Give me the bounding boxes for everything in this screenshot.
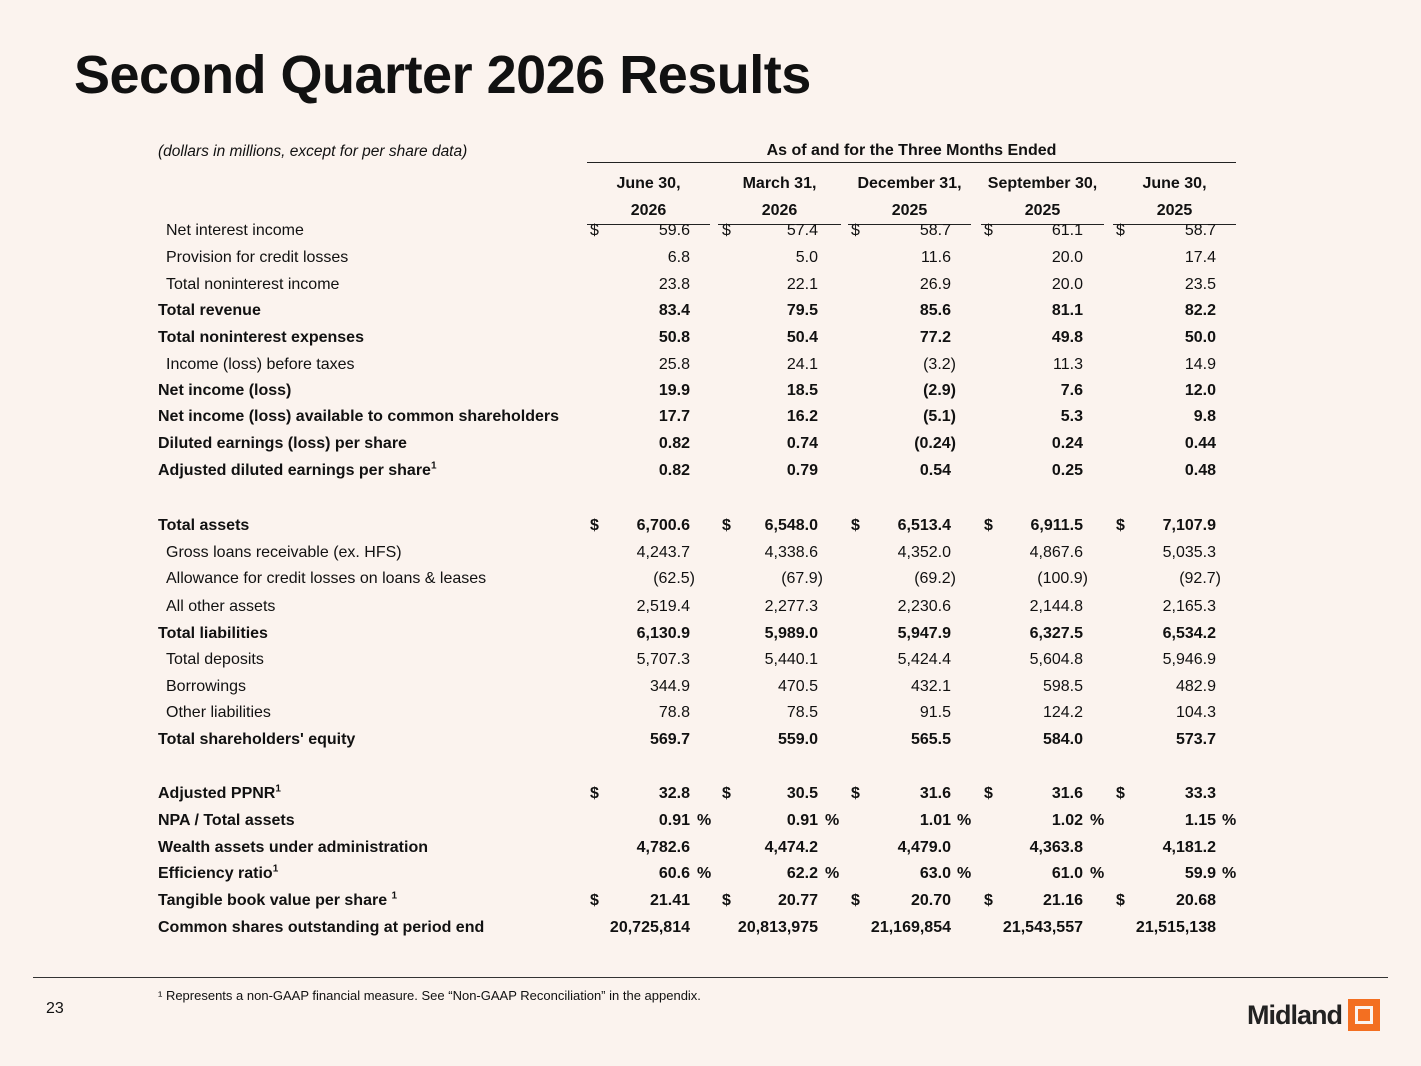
cell-value: (100.9) — [1037, 570, 1088, 587]
cell-value: 0.24 — [1051, 435, 1083, 452]
dollar-sign: $ — [984, 785, 993, 802]
cell-value: 83.4 — [658, 302, 690, 319]
cell-value: 62.2 — [786, 865, 818, 882]
row-label: Net income (loss) available to common shareholders — [158, 408, 559, 425]
cell-value: 26.9 — [919, 276, 951, 293]
cell-value: 5,035.3 — [1162, 544, 1216, 561]
row-label: Income (loss) before taxes — [166, 356, 355, 373]
cell-value: 6,548.0 — [764, 517, 818, 534]
column-header-5 — [1113, 170, 1236, 225]
table-row — [0, 298, 1421, 324]
cell-value: 5,604.8 — [1029, 651, 1083, 668]
percent-sign: % — [957, 865, 972, 882]
cell-value: 6,534.2 — [1162, 625, 1216, 642]
cell-value: 24.1 — [786, 356, 818, 373]
cell-value: 4,181.2 — [1162, 839, 1216, 856]
row-label: Adjusted diluted earnings per share$^1$ — [158, 460, 437, 479]
cell-value: 124.2 — [1042, 704, 1083, 721]
table-row — [0, 647, 1421, 673]
cell-value: 4,479.0 — [897, 839, 951, 856]
table-row — [0, 245, 1421, 271]
cell-value: 0.48 — [1184, 462, 1216, 479]
column-header-year: 2026 — [718, 197, 841, 225]
cell-value: 21.16 — [1042, 892, 1083, 909]
logo-text: Midland — [1247, 999, 1342, 1030]
footer-divider — [33, 977, 1388, 978]
cell-value: 20.68 — [1175, 892, 1216, 909]
dollar-sign: $ — [851, 785, 860, 802]
row-label: Tangible book value per share $^1$ — [158, 890, 398, 909]
cell-value: 0.79 — [786, 462, 818, 479]
dollar-sign: $ — [984, 892, 993, 909]
cell-value: 59.9 — [1184, 865, 1216, 882]
cell-value: 18.5 — [786, 382, 818, 399]
cell-value: 0.91 — [786, 812, 818, 829]
cell-value: (92.7) — [1179, 570, 1221, 587]
cell-value: 559.0 — [777, 731, 818, 748]
cell-value: 598.5 — [1042, 678, 1083, 695]
cell-value: 0.82 — [658, 435, 690, 452]
cell-value: 584.0 — [1042, 731, 1083, 748]
cell-value: 50.4 — [786, 329, 818, 346]
cell-value: 20,813,975 — [737, 919, 818, 936]
cell-value: 7.6 — [1060, 382, 1083, 399]
cell-value: 0.91 — [658, 812, 690, 829]
cell-value: (5.1) — [923, 408, 956, 425]
cell-value: 50.8 — [658, 329, 690, 346]
cell-value: 61.1 — [1051, 222, 1083, 239]
dollar-sign: $ — [722, 892, 731, 909]
cell-value: 12.0 — [1184, 382, 1216, 399]
table-row — [0, 272, 1421, 298]
cell-value: 9.8 — [1193, 408, 1216, 425]
table-row — [0, 566, 1421, 592]
table-row — [0, 915, 1421, 941]
cell-value: 104.3 — [1175, 704, 1216, 721]
percent-sign: % — [1090, 812, 1105, 829]
cell-value: 6,911.5 — [1030, 517, 1083, 534]
column-header-year: 2025 — [848, 197, 971, 225]
cell-value: 91.5 — [919, 704, 951, 721]
dollar-sign: $ — [984, 517, 993, 534]
cell-value: 57.4 — [786, 222, 818, 239]
table-row — [0, 352, 1421, 378]
footnote: ¹ Represents a non-GAAP financial measure. See “Non-GAAP Reconciliation” in the appendix. — [158, 988, 701, 1003]
percent-sign: % — [825, 812, 840, 829]
cell-value: (2.9) — [923, 382, 956, 399]
table-row — [0, 835, 1421, 861]
column-header-month: June 30, — [1142, 175, 1207, 192]
percent-sign: % — [697, 812, 712, 829]
cell-value: 33.3 — [1184, 785, 1216, 802]
cell-value: 482.9 — [1175, 678, 1216, 695]
percent-sign: % — [825, 865, 840, 882]
cell-value: 22.1 — [786, 276, 818, 293]
page-number: 23 — [46, 1000, 64, 1017]
cell-value: 58.7 — [919, 222, 951, 239]
cell-value: 17.7 — [658, 408, 690, 425]
row-label: Other liabilities — [166, 704, 271, 721]
cell-value: 20.70 — [910, 892, 951, 909]
cell-value: (69.2) — [914, 570, 956, 587]
column-header-month: June 30, — [616, 175, 681, 192]
cell-value: 60.6 — [658, 865, 690, 882]
cell-value: 2,519.4 — [636, 598, 690, 615]
row-label: Total liabilities — [158, 625, 268, 642]
cell-value: 470.5 — [777, 678, 818, 695]
cell-value: 7,107.9 — [1162, 517, 1216, 534]
cell-value: (62.5) — [653, 570, 695, 587]
table-row — [0, 700, 1421, 726]
cell-value: 5,440.1 — [764, 651, 818, 668]
cell-value: 21,169,854 — [870, 919, 951, 936]
column-header-1 — [587, 170, 710, 225]
cell-value: 5.0 — [795, 249, 818, 266]
dollar-sign: $ — [851, 892, 860, 909]
cell-value: 23.8 — [658, 276, 690, 293]
cell-value: 5,947.9 — [897, 625, 951, 642]
cell-value: 11.6 — [921, 249, 951, 266]
cell-value: 6.8 — [667, 249, 690, 266]
dollar-sign: $ — [984, 222, 993, 239]
page-title: Second Quarter 2026 Results — [74, 45, 811, 105]
row-label: Total revenue — [158, 302, 261, 319]
percent-sign: % — [1090, 865, 1105, 882]
dollar-sign: $ — [590, 517, 599, 534]
row-label: Provision for credit losses — [166, 249, 349, 266]
cell-value: 32.8 — [658, 785, 690, 802]
group-header: As of and for the Three Months Ended — [587, 142, 1236, 163]
cell-value: 2,144.8 — [1029, 598, 1083, 615]
table-row — [0, 540, 1421, 566]
table-row — [0, 781, 1421, 807]
row-label: Gross loans receivable (ex. HFS) — [166, 544, 402, 561]
row-label: NPA / Total assets — [158, 812, 295, 829]
cell-value: 6,700.6 — [636, 517, 690, 534]
cell-value: 1.02 — [1051, 812, 1083, 829]
cell-value: 0.25 — [1051, 462, 1083, 479]
footnote-marker: 1 — [272, 863, 279, 875]
row-label: Wealth assets under administration — [158, 839, 428, 856]
cell-value: 63.0 — [919, 865, 951, 882]
row-label: Common shares outstanding at period end — [158, 919, 485, 936]
cell-value: 31.6 — [919, 785, 951, 802]
table-row — [0, 404, 1421, 430]
row-label: Efficiency ratio$^1$ — [158, 863, 279, 882]
cell-value: 21.41 — [649, 892, 690, 909]
cell-value: 81.1 — [1051, 302, 1083, 319]
cell-value: 14.9 — [1184, 356, 1216, 373]
table-row — [0, 513, 1421, 539]
row-label: Total deposits — [166, 651, 264, 668]
percent-sign: % — [697, 865, 712, 882]
table-row — [0, 727, 1421, 753]
row-label: Adjusted PPNR$^1$ — [158, 783, 281, 802]
percent-sign: % — [957, 812, 972, 829]
dollar-sign: $ — [851, 517, 860, 534]
column-header-month: September 30, — [987, 175, 1098, 192]
percent-sign: % — [1222, 865, 1237, 882]
dollar-sign: $ — [590, 785, 599, 802]
dollar-sign: $ — [1116, 785, 1125, 802]
cell-value: 4,782.6 — [636, 839, 690, 856]
dollar-sign: $ — [722, 785, 731, 802]
cell-value: 58.7 — [1184, 222, 1216, 239]
cell-value: 344.9 — [649, 678, 690, 695]
cell-value: 2,165.3 — [1162, 598, 1216, 615]
footnote-marker: 1 — [430, 460, 437, 472]
row-label: Total noninterest expenses — [158, 329, 364, 346]
cell-value: 5,946.9 — [1162, 651, 1216, 668]
table-row — [0, 674, 1421, 700]
cell-value: 16.2 — [786, 408, 818, 425]
cell-value: 21,543,557 — [1002, 919, 1083, 936]
row-label: Borrowings — [166, 678, 247, 695]
cell-value: 20.77 — [777, 892, 818, 909]
cell-value: 0.74 — [786, 435, 818, 452]
cell-value: 25.8 — [658, 356, 690, 373]
row-label: Allowance for credit losses on loans & leases — [166, 570, 487, 587]
column-header-year: 2025 — [981, 197, 1104, 225]
cell-value: 85.6 — [919, 302, 951, 319]
column-header-2 — [718, 170, 841, 225]
cell-value: 0.44 — [1184, 435, 1216, 452]
dollar-sign: $ — [1116, 892, 1125, 909]
cell-value: 6,327.5 — [1029, 625, 1083, 642]
table-row — [0, 594, 1421, 620]
dollar-sign: $ — [851, 222, 860, 239]
midland-logo — [1247, 998, 1380, 1032]
row-label: Total noninterest income — [166, 276, 340, 293]
cell-value: 61.0 — [1051, 865, 1083, 882]
table-row — [0, 378, 1421, 404]
row-label: Diluted earnings (loss) per share — [158, 435, 407, 452]
cell-value: 11.3 — [1053, 356, 1083, 373]
cell-value: 31.6 — [1051, 785, 1083, 802]
cell-value: 6,513.4 — [897, 517, 951, 534]
cell-value: 21,515,138 — [1135, 919, 1216, 936]
dollar-sign: $ — [722, 517, 731, 534]
cell-value: 23.5 — [1184, 276, 1216, 293]
cell-value: 4,352.0 — [897, 544, 951, 561]
cell-value: 5.3 — [1060, 408, 1083, 425]
cell-value: 4,867.6 — [1029, 544, 1083, 561]
cell-value: 17.4 — [1184, 249, 1216, 266]
cell-value: 50.0 — [1184, 329, 1216, 346]
cell-value: 5,424.4 — [897, 651, 951, 668]
row-label: Total assets — [158, 517, 250, 534]
cell-value: 77.2 — [919, 329, 951, 346]
cell-value: 4,363.8 — [1029, 839, 1083, 856]
cell-value: 432.1 — [910, 678, 951, 695]
dollar-sign: $ — [722, 222, 731, 239]
cell-value: (3.2) — [923, 356, 956, 373]
row-label: Net income (loss) — [158, 382, 292, 399]
table-row — [0, 621, 1421, 647]
cell-value: 5,989.0 — [764, 625, 818, 642]
row-label: Total shareholders' equity — [158, 731, 356, 748]
dollar-sign: $ — [1116, 517, 1125, 534]
column-header-month: December 31, — [857, 175, 962, 192]
cell-value: 4,338.6 — [764, 544, 818, 561]
cell-value: 20.0 — [1051, 276, 1083, 293]
footnote-marker: 1 — [275, 783, 281, 795]
logo-mark-icon — [1348, 999, 1380, 1031]
row-label: Net interest income — [166, 222, 304, 239]
cell-value: 30.5 — [786, 785, 818, 802]
cell-value: 78.5 — [786, 704, 818, 721]
cell-value: (67.9) — [781, 570, 823, 587]
cell-value: 1.15 — [1184, 812, 1216, 829]
cell-value: 82.2 — [1184, 302, 1216, 319]
table-row — [0, 888, 1421, 914]
table-row — [0, 861, 1421, 887]
cell-value: 2,277.3 — [764, 598, 818, 615]
cell-value: 79.5 — [786, 302, 818, 319]
column-header-month: March 31, — [742, 175, 817, 192]
dollar-sign: $ — [590, 892, 599, 909]
footnote-marker: 1 — [391, 890, 398, 902]
cell-value: 49.8 — [1051, 329, 1083, 346]
cell-value: 78.8 — [658, 704, 690, 721]
cell-value: 5,707.3 — [636, 651, 690, 668]
units-note: (dollars in millions, except for per share data) — [158, 143, 468, 160]
table-row — [0, 218, 1421, 244]
cell-value: 59.6 — [658, 222, 690, 239]
table-row — [0, 431, 1421, 457]
cell-value: (0.24) — [914, 435, 956, 452]
column-header-3 — [848, 170, 971, 225]
cell-value: 20.0 — [1051, 249, 1083, 266]
cell-value: 20,725,814 — [609, 919, 690, 936]
column-header-4 — [981, 170, 1104, 225]
dollar-sign: $ — [1116, 222, 1125, 239]
cell-value: 1.01 — [919, 812, 951, 829]
cell-value: 6,130.9 — [636, 625, 690, 642]
table-row — [0, 808, 1421, 834]
percent-sign: % — [1222, 812, 1237, 829]
cell-value: 0.54 — [919, 462, 951, 479]
dollar-sign: $ — [590, 222, 599, 239]
cell-value: 19.9 — [658, 382, 690, 399]
column-header-year: 2026 — [587, 197, 710, 225]
cell-value: 565.5 — [910, 731, 951, 748]
cell-value: 0.82 — [658, 462, 690, 479]
table-row — [0, 458, 1421, 484]
cell-value: 573.7 — [1175, 731, 1216, 748]
table-row — [0, 325, 1421, 351]
cell-value: 4,243.7 — [636, 544, 690, 561]
column-header-year: 2025 — [1113, 197, 1236, 225]
row-label: All other assets — [166, 598, 276, 615]
cell-value: 569.7 — [649, 731, 690, 748]
cell-value: 4,474.2 — [764, 839, 818, 856]
cell-value: 2,230.6 — [897, 598, 951, 615]
